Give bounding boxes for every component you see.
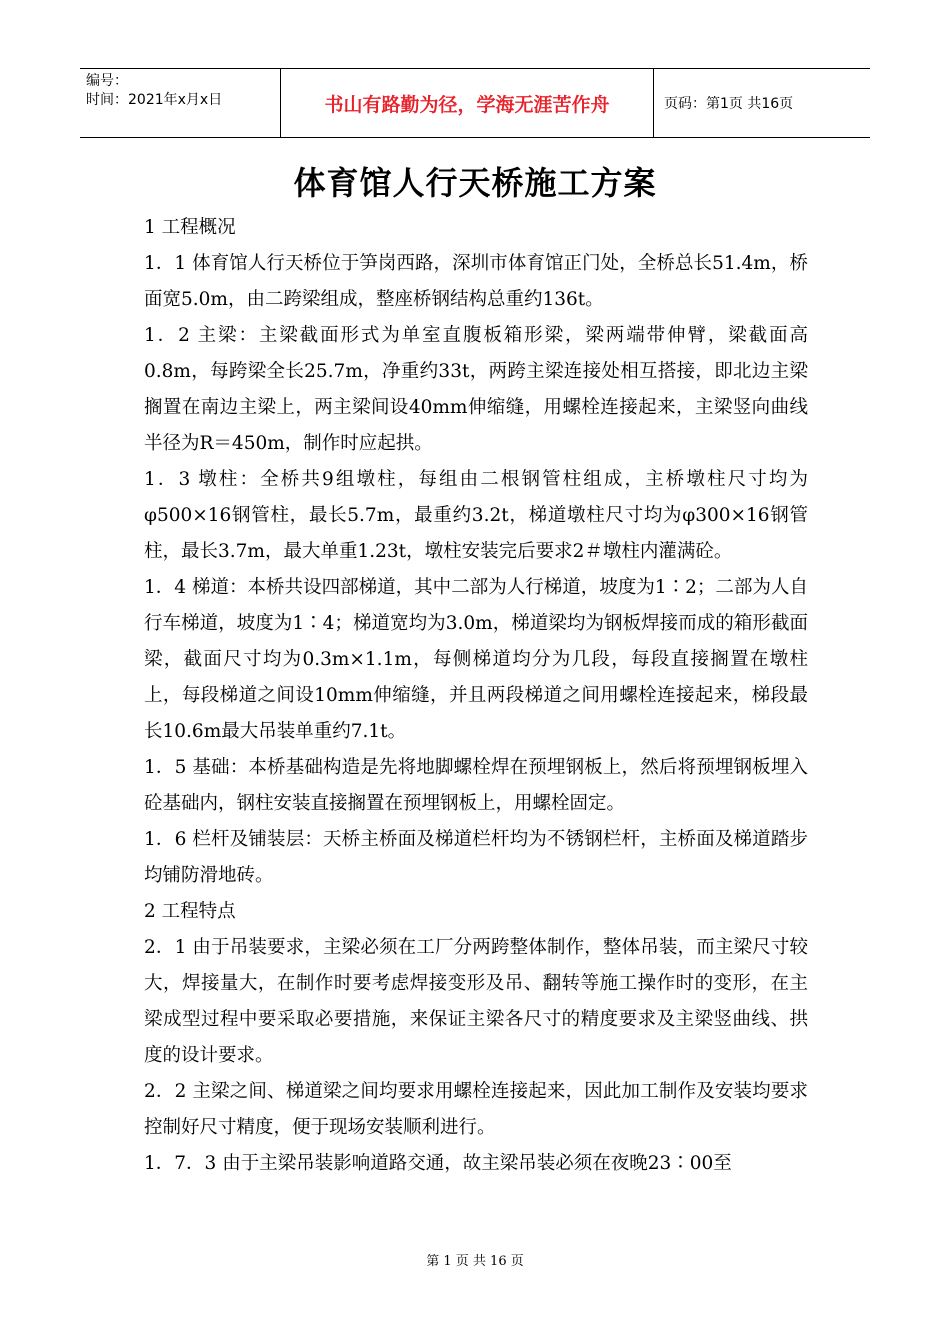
body-paragraph: 1．5 基础：本桥基础构造是先将地脚螺栓焊在预埋钢板上，然后将预埋钢板埋入砼基础内，钢柱安装直接搁置在预埋钢板上，用螺栓固定。 <box>144 757 808 814</box>
section-heading: 1 工程概况 <box>144 217 236 238</box>
body-paragraph: 1．3 墩柱：全桥共9组墩柱，每组由二根钢管柱组成，主桥墩柱尺寸均为φ500×16钢管柱，最长5.7m，最重约3.2t，梯道墩柱尺寸均为φ300×16钢管柱，最长3.7m，最大单重1.23t，墩柱安装完后要求2＃墩柱内灌满砼。 <box>144 469 808 562</box>
document-title: 体育馆人行天桥施工方案 <box>293 164 657 202</box>
page-footer: 第 1 页 共 16 页 <box>426 1254 524 1269</box>
body-paragraph: 1．2 主梁：主梁截面形式为单室直腹板箱形梁，梁两端带伸臂，梁截面高0.8m，每跨梁全长25.7m，净重约33t，两跨主梁连接处相互搭接，即北边主梁搁置在南边主梁上，两主梁间设40mm伸缩缝，用螺栓连接起来，主梁竖向曲线半径为R＝450m，制作时应起拱。 <box>144 325 808 454</box>
document-body <box>144 210 808 1182</box>
header-motto: 书山有路勤为径，学海无涯苦作舟 <box>280 69 654 137</box>
header-table <box>80 68 870 138</box>
header-page-info: 页码：第1页 共16页 <box>664 96 794 112</box>
body-paragraph: 1．4 梯道：本桥共设四部梯道，其中二部为人行梯道，坡度为1∶2；二部为人自行车梯道，坡度为1∶4；梯道宽均为3.0m，梯道梁均为钢板焊接而成的箱形截面梁，截面尺寸均为0.3m×1.1m，每侧梯道均分为几段，每段直接搁置在墩柱上，每段梯道之间设10mm伸缩缝，并且两段梯道之间用螺栓连接起来，梯段最长10.6m最大吊装单重约7.1t。 <box>144 577 808 742</box>
section-heading: 2 工程特点 <box>144 901 236 922</box>
header-meta <box>80 69 280 137</box>
body-paragraph: 2．2 主梁之间、梯道梁之间均要求用螺栓连接起来，因此加工制作及安装均要求控制好尺寸精度，便于现场安装顺利进行。 <box>144 1081 808 1138</box>
document-number-label: 编号： <box>86 73 128 89</box>
body-paragraph: 1．7．3 由于主梁吊装影响道路交通，故主梁吊装必须在夜晚23∶00至 <box>144 1153 732 1174</box>
body-paragraph: 2．1 由于吊装要求，主梁必须在工厂分两跨整体制作，整体吊装，而主梁尺寸较大，焊接量大，在制作时要考虑焊接变形及吊、翻转等施工操作时的变形，在主梁成型过程中要采取必要措施，来保证主梁各尺寸的精度要求及主梁竖曲线、拱度的设计要求。 <box>144 937 808 1066</box>
document-time-label: 时间：2021年x月x日 <box>86 92 223 108</box>
body-paragraph: 1．6 栏杆及铺装层：天桥主桥面及梯道栏杆均为不锈钢栏杆，主桥面及梯道踏步均铺防滑地砖。 <box>144 829 808 886</box>
body-paragraph: 1．1 体育馆人行天桥位于笋岗西路，深圳市体育馆正门处，全桥总长51.4m，桥面宽5.0m，由二跨梁组成，整座桥钢结构总重约136t。 <box>144 253 808 310</box>
